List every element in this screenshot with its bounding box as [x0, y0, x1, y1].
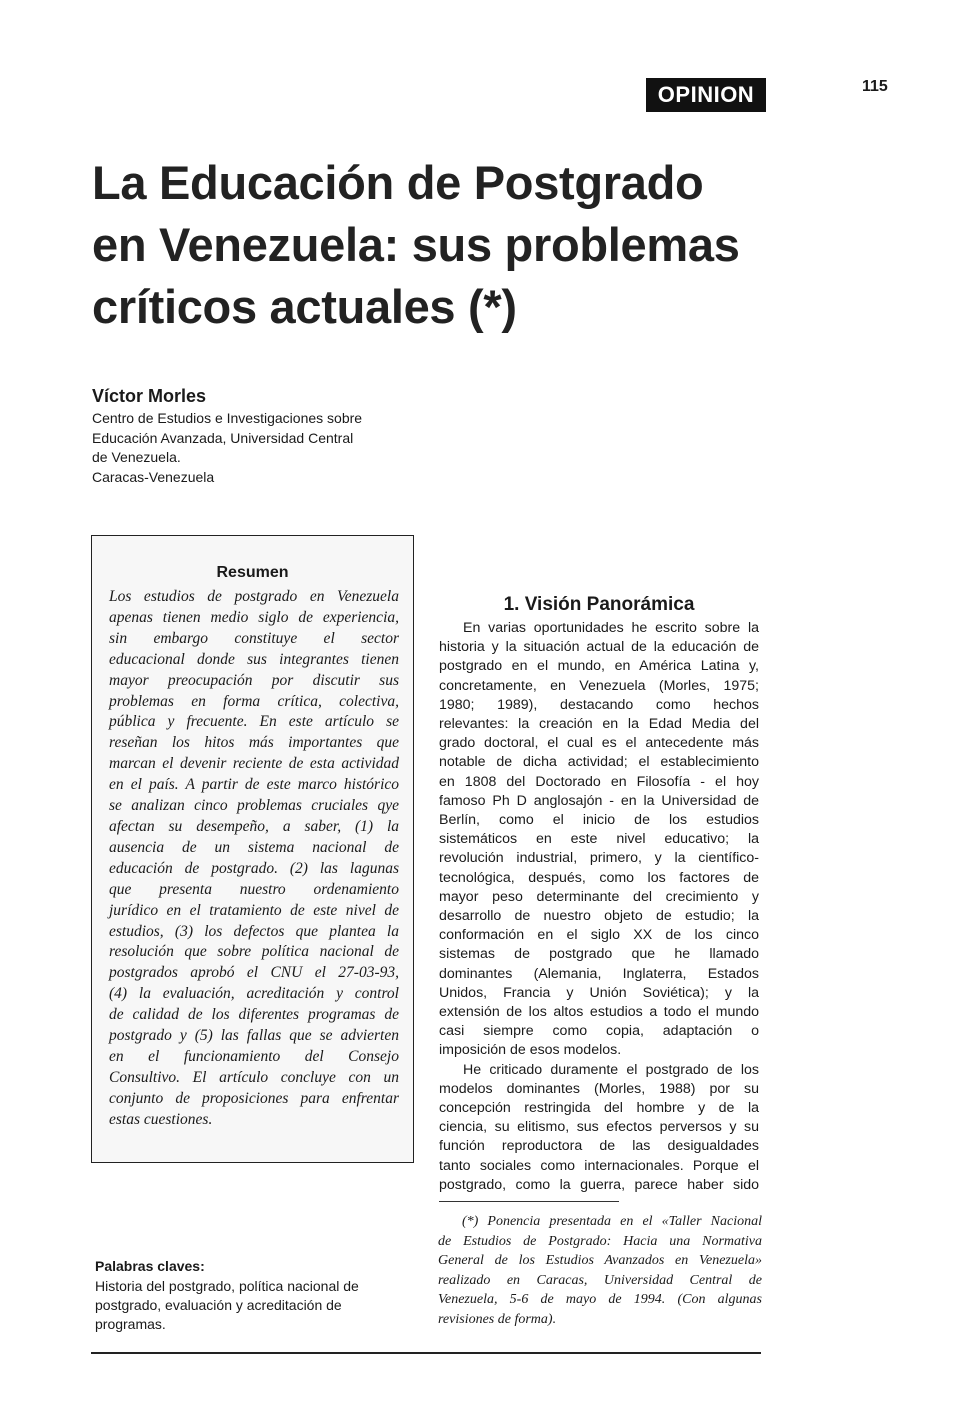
abstract-line: postgrados aprobó el CNU el 27-03-93,	[109, 964, 399, 982]
body-line: sistemáticos en este nivel educativo; la	[439, 831, 759, 848]
abstract-line: problemas en forma crítica, colectiva,	[109, 692, 399, 710]
body-line: postgrado, como la guerra, parece haber sido	[439, 1176, 759, 1193]
abstract-line: mayor preocupación por discutir sus	[109, 671, 399, 689]
footnote-line: realizado en Caracas, Universidad Central de	[438, 1272, 762, 1288]
abstract-line: resolución que sobre política nacional de	[109, 943, 399, 961]
footnote-divider	[439, 1201, 619, 1202]
page-bottom-rule	[91, 1352, 761, 1354]
abstract-line: en el país. A partir de este marco histórico	[109, 776, 399, 794]
abstract-line: se analizan cinco problemas cruciales qye	[109, 797, 399, 815]
body-line: tanto sociales como internacionales. Porque el	[439, 1157, 759, 1174]
affiliation-line: Caracas-Venezuela	[92, 468, 215, 485]
body-line: tecnológica, después, como los factores de	[439, 869, 759, 886]
body-line: en 1808 del Doctorado en Filosofía - el hoy	[439, 773, 759, 790]
title-line: La Educación de Postgrado	[92, 156, 704, 209]
body-line: notable de dicha actividad; el establecimiento	[439, 754, 759, 771]
abstract-line: conjunto de proposiciones para enfrentar	[109, 1089, 399, 1107]
keywords-line: programas.	[95, 1316, 166, 1332]
body-line: extensión de los altos estudios a todo el mundo	[439, 1004, 759, 1021]
author-name: Víctor Morles	[92, 386, 207, 406]
abstract-line: ausencia de un sistema nacional de	[109, 838, 399, 856]
abstract-line: (4) la evaluación, acreditación y control	[109, 985, 399, 1003]
abstract-line: sin embargo constituye el sector	[109, 629, 399, 647]
abstract-line: educacional donde sus integrantes tienen	[109, 650, 399, 668]
body-line: ciencia, su elitismo, sus efectos perversos y su	[439, 1119, 759, 1136]
footnote	[438, 1212, 762, 1329]
body-line: famoso Ph D anglosajón - en la Universidad de	[439, 792, 759, 809]
body-line: dominantes (Alemania, Inglaterra, Estados	[439, 965, 759, 982]
affiliation-line: Educación Avanzada, Universidad Central	[92, 429, 354, 446]
abstract-line: afectan su desempeño, a saber, (1) la	[109, 817, 399, 835]
abstract-line: Consultivo. El artículo concluye con un	[109, 1068, 399, 1086]
body-line: mayor peso determinante del crecimiento y	[439, 888, 759, 905]
keywords-text	[95, 1277, 405, 1334]
page-number: 115	[862, 78, 888, 95]
body-line: sistemas de postgrado que he llamado	[439, 946, 759, 963]
body-line: casi siempre como copia, adaptación o	[439, 1023, 759, 1040]
abstract-line: marcan el devenir reciente de esta actividad	[109, 755, 399, 773]
body-line: grado doctoral, el cual es el antecedente más	[439, 735, 759, 752]
keywords-line: postgrado, evaluación y acreditación de	[95, 1297, 342, 1313]
abstract-line: estas cuestiones.	[109, 1110, 213, 1128]
body-line: He criticado duramente el postgrado de los	[463, 1061, 759, 1078]
body-line: conformación en el siglo XX de los cinco	[439, 927, 759, 944]
body-line: revolución industrial, primero, y la científico-	[439, 850, 759, 867]
body-line: concretamente, en Venezuela (Morles, 1975;	[439, 677, 759, 694]
section-tag: OPINION	[646, 78, 766, 112]
affiliation-line: Centro de Estudios e Investigaciones sobre	[92, 410, 363, 426]
body-line: 1980; 1989), destacando como hechos	[439, 696, 759, 713]
body-line: Unidos, Francia y Unión Soviética); y la	[439, 984, 759, 1001]
abstract-line: reseñan los hitos más importantes que	[109, 734, 399, 752]
abstract-line: que presenta nuestro ordenamiento	[109, 880, 399, 898]
abstract-text	[109, 587, 399, 1131]
footnote-line: Venezuela, 5-6 de mayo de 1994. (Con algunas	[438, 1292, 762, 1307]
footnote-line: (*) Ponencia presentada en el «Taller Nacional	[462, 1214, 762, 1229]
abstract-line: de calidad de los diferentes programas de	[109, 1006, 399, 1024]
affiliation-line: de Venezuela.	[92, 449, 181, 465]
body-line: Berlín, como el inicio de los estudios	[439, 812, 759, 829]
abstract-line: postgrado y (5) las fallas que se advierten	[109, 1027, 399, 1045]
abstract-line: pública y frecuente. En este artículo se	[109, 713, 399, 731]
keywords-heading: Palabras claves:	[95, 1258, 205, 1274]
author-affiliation	[92, 409, 432, 487]
title-line: en Venezuela: sus problemas	[92, 218, 740, 271]
body-line: desarrollo de nuestro objeto de estudio; la	[439, 908, 759, 925]
abstract-line: en el funcionamiento del Consejo	[109, 1047, 399, 1065]
body-line: relevantes: la creación en la Edad Media del	[439, 716, 759, 733]
body-line: función reproductora de las desigualdades	[439, 1138, 759, 1155]
abstract-box	[91, 535, 414, 1163]
abstract-line: jurídico en el tratamiento de este nivel de	[109, 901, 399, 919]
section-body	[439, 619, 759, 1195]
body-line: modelos dominantes (Morles, 1988) por su	[439, 1080, 759, 1097]
footnote-line: de Estudios de Postgrado: Hacia una Normativa	[438, 1233, 762, 1249]
article-title	[92, 152, 792, 338]
abstract-line: Los estudios de postgrado en Venezuela	[109, 588, 399, 605]
abstract-line: educación de postgrado. (2) las lagunas	[109, 859, 399, 877]
keywords-line: Historia del postgrado, política nacional de	[95, 1278, 359, 1294]
body-line: postgrado en el mundo, en América Latina y,	[439, 658, 759, 675]
abstract-line: estudios, (3) los defectos que plantea la	[109, 922, 399, 940]
abstract-line: apenas tienen medio siglo de experiencia,	[109, 608, 399, 626]
body-line: concepción restringida del hombre y de la	[439, 1100, 759, 1117]
footnote-line: revisiones de forma).	[438, 1311, 557, 1327]
footnote-line: General de los Estudios Avanzados en Venezuela»	[438, 1253, 762, 1268]
body-line: En varias oportunidades he escrito sobre la	[463, 620, 759, 636]
title-line: críticos actuales (*)	[92, 280, 517, 333]
body-line: imposición de esos modelos.	[439, 1042, 622, 1059]
abstract-heading: Resumen	[216, 564, 289, 581]
section-heading: 1. Visión Panorámica	[503, 594, 695, 615]
body-line: historia y la situación actual de la educación de	[439, 639, 759, 656]
